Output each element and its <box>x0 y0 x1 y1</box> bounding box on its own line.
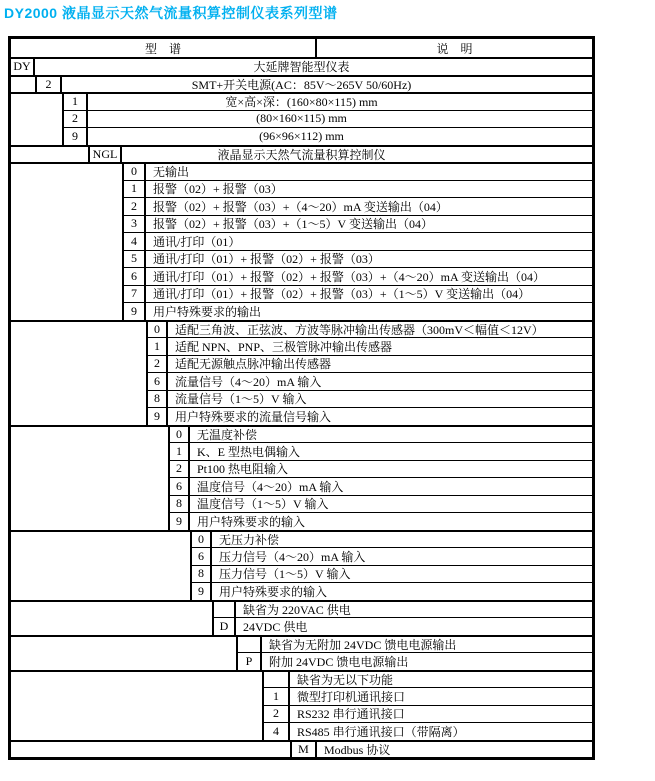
indent-spacer <box>11 147 88 163</box>
spec-row <box>11 180 592 198</box>
indent-spacer <box>11 547 190 565</box>
model-code-cell <box>236 637 262 653</box>
model-code-cell <box>212 602 236 618</box>
model-desc-cell: 无温度补偿 <box>197 427 258 442</box>
header-model-spectrum: 型 谱 <box>144 41 181 56</box>
indent-spacer <box>11 407 146 425</box>
model-desc-cell: Modbus 协议 <box>324 742 391 757</box>
model-desc-cell: 流量信号（1～5）V 输入 <box>168 390 592 408</box>
page-title: DY2000 液晶显示天然气流量积算控制仪表系列型谱 <box>4 5 338 21</box>
spec-row <box>11 635 592 653</box>
model-code-cell: 8 <box>168 495 190 513</box>
spec-row <box>11 600 592 618</box>
model-code-cell: 6 <box>122 267 146 285</box>
model-desc-cell: 无输出 <box>153 165 190 180</box>
spec-row <box>11 617 592 635</box>
indent-spacer <box>11 477 168 495</box>
indent-spacer <box>11 705 262 723</box>
indent-spacer <box>11 372 146 390</box>
model-spec-table <box>8 36 595 760</box>
spec-row <box>11 722 592 740</box>
indent-spacer <box>11 742 290 758</box>
model-desc-cell: 压力信号（1～5）V 输入 <box>212 565 592 583</box>
indent-spacer <box>11 110 62 128</box>
spec-row <box>11 267 592 285</box>
spec-row <box>11 197 592 215</box>
model-code-cell: 2 <box>262 705 290 723</box>
model-desc-cell: 无压力补偿 <box>219 532 280 547</box>
model-desc-cell: 通讯/打印（01）+ 报警（02）+ 报警（03）+（1～5）V 变送输出（04） <box>146 285 592 303</box>
model-code-cell: 2 <box>35 77 62 93</box>
model-desc-cell: (96×96×112) mm <box>88 127 592 145</box>
spec-row <box>11 145 592 163</box>
indent-spacer <box>11 637 236 653</box>
spec-row <box>11 425 592 443</box>
model-code-cell: 3 <box>122 215 146 233</box>
model-desc-cell: 缺省为 220VAC 供电 <box>243 602 351 617</box>
model-code-cell: 1 <box>146 337 168 355</box>
model-desc-cell: 流量信号（4～20）mA 输入 <box>168 372 592 390</box>
model-desc-cell: 通讯/打印（01） <box>146 232 592 250</box>
spec-row <box>11 670 592 688</box>
model-code-cell: 6 <box>190 547 212 565</box>
model-desc-cell: 宽×高×深：(160×80×115) mm <box>225 95 378 110</box>
model-code-cell: 9 <box>62 127 88 145</box>
model-code-cell: 9 <box>190 582 212 600</box>
spec-row <box>11 337 592 355</box>
spec-row <box>11 407 592 425</box>
model-code-cell: 1 <box>168 442 190 460</box>
model-code-cell: 5 <box>122 250 146 268</box>
indent-spacer <box>11 250 122 268</box>
indent-spacer <box>11 322 146 338</box>
spec-row <box>11 110 592 128</box>
indent-spacer <box>11 127 62 145</box>
model-code-cell: 1 <box>262 687 290 705</box>
model-desc-cell: 通讯/打印（01）+ 报警（02）+ 报警（03）+（4～20）mA 变送输出（04） <box>146 267 592 285</box>
model-code-cell: 8 <box>190 565 212 583</box>
spec-row <box>11 705 592 723</box>
indent-spacer <box>11 512 168 530</box>
spec-row <box>11 390 592 408</box>
spec-row <box>11 75 592 93</box>
spec-row <box>11 512 592 530</box>
model-desc-cell: 报警（02）+ 报警（03） <box>146 180 592 198</box>
model-code-cell: 8 <box>146 390 168 408</box>
model-code-cell: 4 <box>262 722 290 740</box>
indent-spacer <box>11 355 146 373</box>
model-code-cell: 6 <box>168 477 190 495</box>
spec-row <box>11 355 592 373</box>
indent-spacer <box>11 687 262 705</box>
model-desc-cell: 微型打印机通讯接口 <box>290 687 592 705</box>
model-desc-cell: RS485 串行通讯接口（带隔离） <box>290 722 592 740</box>
spec-row <box>11 652 592 670</box>
indent-spacer <box>11 302 122 320</box>
model-desc-cell: 适配 NPN、PNP、三极管脉冲输出传感器 <box>168 337 592 355</box>
indent-spacer <box>11 582 190 600</box>
model-code-cell: NGL <box>88 147 122 163</box>
model-desc-cell: K、E 型热电偶输入 <box>190 442 592 460</box>
spec-row <box>11 547 592 565</box>
indent-spacer <box>11 722 262 740</box>
header-description: 说 明 <box>315 39 592 57</box>
model-desc-cell: 压力信号（4～20）mA 输入 <box>212 547 592 565</box>
indent-spacer <box>11 267 122 285</box>
spec-row <box>11 740 592 758</box>
indent-spacer <box>11 672 262 688</box>
model-desc-cell: 报警（02）+ 报警（03）+（1～5）V 变送输出（04） <box>146 215 592 233</box>
spec-row <box>11 442 592 460</box>
model-desc-cell: 用户特殊要求的输入 <box>212 582 592 600</box>
model-desc-cell: 用户特殊要求的输入 <box>190 512 592 530</box>
indent-spacer <box>11 180 122 198</box>
model-code-cell: 0 <box>168 427 190 443</box>
model-desc-cell: 缺省为无附加 24VDC 馈电电源输出 <box>269 637 457 652</box>
model-code-cell: 2 <box>146 355 168 373</box>
spec-row <box>11 530 592 548</box>
model-desc-cell: 温度信号（1～5）V 输入 <box>190 495 592 513</box>
model-desc-cell: Pt100 热电阻输入 <box>190 460 592 478</box>
spec-row <box>11 127 592 145</box>
spec-row <box>11 57 592 75</box>
model-desc-cell: 用户特殊要求的输出 <box>146 302 592 320</box>
indent-spacer <box>11 460 168 478</box>
spec-row <box>11 302 592 320</box>
indent-spacer <box>11 617 212 635</box>
model-desc-cell: 液晶显示天然气流量积算控制仪 <box>217 147 386 162</box>
indent-spacer <box>11 285 122 303</box>
spec-row <box>11 250 592 268</box>
indent-spacer <box>11 232 122 250</box>
indent-spacer <box>11 337 146 355</box>
model-code-cell: D <box>212 617 236 635</box>
model-desc-cell: SMT+开关电源(AC：85V～265V 50/60Hz) <box>191 77 412 92</box>
indent-spacer <box>11 197 122 215</box>
model-code-cell: 9 <box>168 512 190 530</box>
indent-spacer <box>11 215 122 233</box>
model-desc-cell: (80×160×115) mm <box>88 110 592 128</box>
model-code-cell: 0 <box>146 322 168 338</box>
model-desc-cell: 报警（02）+ 报警（03）+（4～20）mA 变送输出（04） <box>146 197 592 215</box>
model-desc-cell: 附加 24VDC 馈电电源输出 <box>262 652 592 670</box>
model-desc-cell: 适配三角波、正弦波、方波等脉冲输出传感器（300mV＜幅值＜12V） <box>175 322 544 337</box>
model-desc-cell: 适配无源触点脉冲输出传感器 <box>168 355 592 373</box>
spec-row <box>11 460 592 478</box>
model-code-cell: 7 <box>122 285 146 303</box>
spec-row <box>11 215 592 233</box>
model-code-cell: 4 <box>122 232 146 250</box>
model-code-cell: DY <box>11 59 35 75</box>
model-code-cell: 0 <box>190 532 212 548</box>
spec-row <box>11 92 592 110</box>
spec-row <box>11 687 592 705</box>
model-code-cell: 6 <box>146 372 168 390</box>
indent-spacer <box>11 495 168 513</box>
spec-row <box>11 582 592 600</box>
indent-spacer <box>11 565 190 583</box>
spec-row <box>11 285 592 303</box>
indent-spacer <box>11 77 35 93</box>
model-code-cell: 2 <box>62 110 88 128</box>
spec-row <box>11 477 592 495</box>
model-code-cell: 0 <box>122 164 146 180</box>
indent-spacer <box>11 602 212 618</box>
table-header-row <box>11 39 592 57</box>
indent-spacer <box>11 390 146 408</box>
model-code-cell <box>262 672 290 688</box>
spec-row <box>11 565 592 583</box>
model-desc-cell: RS232 串行通讯接口 <box>290 705 592 723</box>
spec-row <box>11 495 592 513</box>
indent-spacer <box>11 652 236 670</box>
model-desc-cell: 用户特殊要求的流量信号输入 <box>168 407 592 425</box>
model-desc-cell: 大延牌智能型仪表 <box>253 60 350 75</box>
indent-spacer <box>11 164 122 180</box>
model-code-cell: 1 <box>122 180 146 198</box>
spec-row <box>11 162 592 180</box>
indent-spacer <box>11 427 168 443</box>
model-code-cell: 9 <box>146 407 168 425</box>
model-desc-cell: 温度信号（4～20）mA 输入 <box>190 477 592 495</box>
model-code-cell: M <box>290 742 317 758</box>
indent-spacer <box>11 442 168 460</box>
model-code-cell: 2 <box>122 197 146 215</box>
model-desc-cell: 24VDC 供电 <box>236 617 592 635</box>
spec-rows <box>11 57 592 757</box>
spec-row <box>11 320 592 338</box>
model-code-cell: 9 <box>122 302 146 320</box>
indent-spacer <box>11 532 190 548</box>
indent-spacer <box>11 94 62 110</box>
model-desc-cell: 通讯/打印（01）+ 报警（02）+ 报警（03） <box>146 250 592 268</box>
spec-row <box>11 372 592 390</box>
model-code-cell: 2 <box>168 460 190 478</box>
model-code-cell: P <box>236 652 262 670</box>
spec-row <box>11 232 592 250</box>
model-code-cell: 1 <box>62 94 88 110</box>
model-desc-cell: 缺省为无以下功能 <box>297 672 394 687</box>
